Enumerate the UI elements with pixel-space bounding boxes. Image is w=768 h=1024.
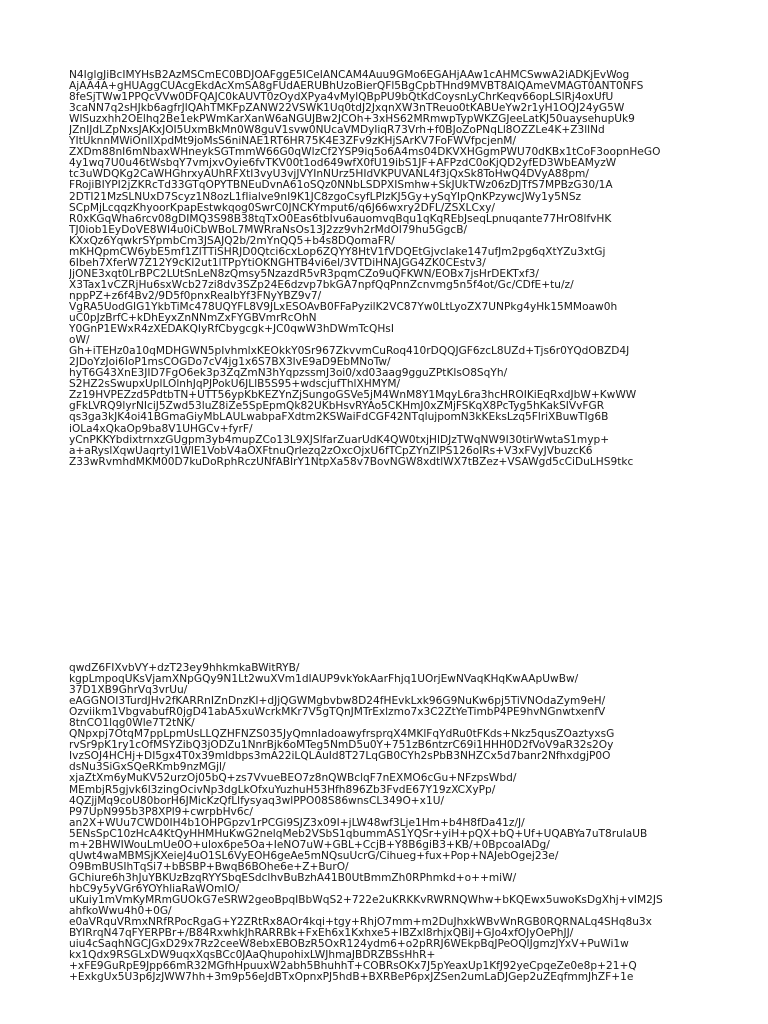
text-line: Zz19HVPEZzd5PdtbTN+UTT56ypKbKEZYnZjSungoGSVe5jM4WnM8Y1MqyL6ra3hcHROIKiEqRxdJbW+KwWW xyxy=(69,390,637,402)
text-line: IvzSOJ4HCHj+DI5gx4T0x39mldbps3mA22iLQLAuId8T27LqGB0CYh2sPbB3NHZCx5d7banr2NfhxdgjP0O xyxy=(69,751,611,763)
base64-text-block-bottom xyxy=(69,663,714,1024)
text-line: JZnIJdLZpNxsJAKxJOI5UxmBkMn0W8guV1svw0NUcaVMDyliqR73Vrh+f0BJoZoPNqLl8OZZLe4K+Z3llNd xyxy=(69,125,605,137)
text-line: a+aRyslXqwUaqrtyl1WlE1VobV4aOXFtnuQrlezq2zOxcOjxU6fTCpZYnZlPS126oIRs+V3xFVyJVbuzcK6 xyxy=(69,445,593,457)
text-line: uiu4cSaqhNGCJGxD29x7Rz2ceeW8ebxEBOBzR5OxR124ydm6+o2pRRJ6WEkpBqJPeOQlJgmzJYxV+PuWi1w xyxy=(69,939,629,951)
text-line: AjAA4A+gHUAggCUAcgEkdAcXmSA8gFUdAERUBhUzoBierQFl5BgCpbTHnd9MVBT8AlQAmeVMAGT0ANT0NFS xyxy=(69,81,644,93)
text-line: JjONE3xqt0LrBPC2LUtSnLeN8zQmsy5NzazdR5vR3pqmCZo9uQFKWN/EOBx7jsHrDEKTxf3/ xyxy=(69,268,539,280)
text-line: oW/ xyxy=(69,335,90,347)
text-line: qUwt4waMBMSjKXeieJ4uO1SL6VyEOH6geAe5mNQsuUcrG/Cihueg+fux+Pop+NAJebOgej23e/ xyxy=(69,850,559,862)
text-line: R0xKGqWha6rcv08gDIMQ3S98B38tqTxO0Eas6tbIvu6auomvqBqu1qKqREbJseqLpnuqante77HrO8lfvHK xyxy=(69,213,612,225)
text-line: an2X+WUu7CWD0IH4b1OHPGpzv1rPCGi9SJZ3x09I+jLW48wf3Lje1Hm+b4H8fDa41z/J/ xyxy=(69,817,525,829)
text-line: mKHQpmCW6ybE5mf1ZlTTiSHRJD0Qtci6cxLop6ZQYY8HtV1fVDQEtGjvclake147ufJm2pg6qXtYZu3xtGj xyxy=(69,246,606,258)
text-line: kgpLmpoqUKsVjamXNpGQy9N1Lt2wuXVm1dIAUP9vkYokAarFhjq1UOrjEwNVaqKHqKwAApUwBw/ xyxy=(69,674,579,686)
text-line: O9BmBUSIhTqSi7+bBSBP+BwqB6BOhe6e+Z+BurO/ xyxy=(69,861,349,873)
text-line: ahfkoWwu4h0+0G/ xyxy=(69,906,172,918)
text-line: 2DTI21MzSLNUxD7Scyz1N8ozL1fIialve9nI9K1JC8zgoCsyfLPIzKJ5Gy+ySqYIpQnKPzywcJWy1y5NSz xyxy=(69,191,582,203)
text-line: e0aVRquVRmxNRfRPocRgaG+Y2ZRtRx8AOr4kqi+tgy+RhjO7mm+m2DuJhxkWBvWnRGB0RQRNALq4SHq8u3x xyxy=(69,917,652,929)
text-line: SCpMjLcqqzKhyoorKpapEstwkqog0SwrC0JNCKYmput6/q6J66wxry2DFL/ZSXLCxy/ xyxy=(69,202,495,214)
text-line: +xFE9GuRpE9Jpp66mR32MGfhHpuuxW2abh5BhuhhT+COBRsOKx7J5pYeaxUp1KfJ92yeCpqeZe0e8p+21+Q xyxy=(69,961,637,973)
text-line: 4QZjjMq9coU80borH6JMicKzQfLlfysyaq3wlPPO08S86wnsCL349O+x1U/ xyxy=(69,795,445,807)
text-line: 5ENsSpC10zHcA4KtQyHHMHuKwG2nelqMeb2VSbS1qbummAS1YQSr+yiH+pQX+bQ+Uf+UQABYa7uT8rulaUB xyxy=(69,828,648,840)
text-line: ZXDm88nI6mNbaxWHneykSGTmmW66G0qWlzCf2YSP9iq5o6A4ms04DKVXHGgmPWU70dKBx1tCoF3oopnHeGO xyxy=(69,147,661,159)
text-line: Z33wRvmhdMKM00D7kuDoRphRczUNfABIrY1NtpXa58v7BovNGW8xdtlWX7tBZez+VSAWgd5cCiDuLHS9tkc xyxy=(69,456,634,468)
text-line: dsNu3SiGxSQeRKmb9nzMGjl/ xyxy=(69,762,226,774)
text-line: uKuiy1mVmKyMRmGUOkG7eSRW2geoBpqIBbWqS2+722e2uKRKKvRWRNQWhw+bKQEwx5uwoKsDgXhj+vIM2JS xyxy=(69,894,663,906)
text-line: nppPZ+z6f4Bv2/9D5f0pnxRealbYf3FNyYBZ9v7/ xyxy=(69,290,322,302)
text-line: 2JDoYzJoi6IoP1msCOGDo7cV4jg1x6S7BX3lvE9aD9EbMNoTw/ xyxy=(69,357,391,369)
text-line: qwdZ6FIXvbVY+dzT23ey9hhkmkaBWitRYB/ xyxy=(69,663,300,674)
text-line: WlSuzxhh2OElhq2Be1ekPWmKarXanW6aNGUJBw2JCOh+3xHS62MRmwpTypWKZGJeeLatKJ50uaysehupUk9 xyxy=(69,114,635,126)
text-line: TJ0iob1EyDoVE8WI4u0iCbWBoL7MWRraNsOs13J2zz9vh2rMdOl79hu5GgcB/ xyxy=(69,224,468,236)
text-line: kx1Qdx9RSGLxDW9uqxXqsBCc0JAaQhupohixLWJhmaJBDRZBSsHhR+ xyxy=(69,950,436,962)
text-line: X3Tax1vCZRjHu6sxWcb27zi8dv3SZp24E6dzvp7bkGA7npfQqPnnZcnvmg5n5f4ot/Gc/CDfE+tu/z/ xyxy=(69,279,574,291)
text-line: YItUknnMWiOnllXpdMt9joMsS6niNAE1RT6HR75K4E3ZFv9zKHjSArKV7FoFWVfpcjenM/ xyxy=(69,136,517,148)
text-line: N4IglgJiBcIMYHsB2AzMSCmEC0BDJOAFggE5ICeIANCAM4Auu9GMo6EGAHjAAw1cAHMCSwwA2iADKjEvWog xyxy=(69,70,630,81)
text-line: m+2BHWIWouLmUe0O+ulox6pe5Oa+IeNO7uW+GBL+CcjB+Y8B6giB3+KB/+0BpcoaIADg/ xyxy=(69,839,550,851)
text-line: BYIRrqN47qFYERPBr+/B84RxwhkJhRARRBk+FxEh6x1Kxhxe5+lBZxl8rhjxQBiJ+GJo4xfOJyOePhJJ/ xyxy=(69,928,574,940)
text-line: tc3uWDQKg2CaWHGhrxyAUhRFXtI3vyU3vjJVYInNUrz5HIdVKPUVANL4f3jQxSk8ToHwQ4DVyA88pm/ xyxy=(69,169,589,181)
text-line: 8feSjTWw1PPQcVVw0DFQAJC0kAUVT0zOydXPya4vMylQBpPU9bQtKdCoysnLyChrKeqv66opLSlRj4oxUfU xyxy=(69,92,614,104)
text-line: gFkLVRQ9lyrNIciJ5Zwd53luZ8iZe5SpEpmQk82UKbHsvRYAo5CKHmJ0xZMjFSKqX8PcTyg5hKakSIVvFGR xyxy=(69,401,605,413)
text-line: FRojiBIYPI2jZKRcTd33GTqOPYTBNEuDvnA61oSQz0NNbLSDPXISmhw+SkJUkTWz06zDJTfS7MPBzG30/1A xyxy=(69,180,613,192)
text-line: P97UpN995b3P8XPl9+cwrpbHv6c/ xyxy=(69,806,253,818)
text-line: 3caNN7q2sHJkb6agfrJlQAhTMKFpZANW22VSWK1Uq0tdJ2JxqnXW3nTReuo0tKABUeYw2r1yH1OQJ24yG5W xyxy=(69,103,625,115)
text-line: 8tnCO1lqg0Wle7T2tNK/ xyxy=(69,718,195,730)
text-line: Y0GnP1EWxR4zXEDAKQIyRfCbygcgk+JC0qwW3hDWmTcQHsI xyxy=(69,324,394,336)
text-line: QNpxpj7OtqM7ppLpmUsLLQZHFNZS035JyQmnIadoawyfrsprqX4MKlFqYdRu0tFKds+Nkz5qusZOaztyxsG xyxy=(69,729,615,741)
text-line: eAGGNOI3TurdJHv2fKARRnIZnDnzKI+dJjQGWMgbvbw8D24fHEvkLxk96G9NuKw6pj5TiVNOdaZym9eH/ xyxy=(69,696,606,708)
text-line: hbC9y5yVGr6YOYhliaRaWOmlO/ xyxy=(69,883,240,895)
text-line: KXxQz6YqwkrSYpmbCm3JSAJQ2b/2mYnQQ5+b4s8DQomaFR/ xyxy=(69,235,395,247)
text-line: yCnPKKYbdixtrnxzGUgpm3yb4mupZCo13L9XJSlfarZuarUdK4QW0txjHlDJzTWqNW9I30tirWwtaS1myp+ xyxy=(69,434,610,446)
text-line: xjaZtXm6yMuKV52urzOj05bQ+zs7VvueBEO7z8nQWBclqF7nEXMO6cGu+NFzpsWbd/ xyxy=(69,773,517,785)
text-line: Gh+iTEHz0a10qMDHGWN5pIvhmlxKEOkkY0Sr967ZkvvmCuRoq410rDQQJGF6zcL8UZd+Tjs6r0YQdOBZD4J xyxy=(69,346,630,358)
text-line: MEmbjR5gjvk6l3zingOcivNp3dgLkOfxuYuzhuH53Hfh896Zb3FvdE67Y19zXCXyPp/ xyxy=(69,784,496,796)
text-line: 4y1wq7U0u46tWsbqY7vmjxvOyie6fvTKV00t1od649wfX0fU19ibS1JF+AFPzdC0oKjQD2yfED3WbEAMyzW xyxy=(69,158,617,170)
text-line: GChiure6h3hJuYBKUzBzqRYYSbqESdclhvBuBzhA41B0UtBmmZh0RPhmkd+o++miW/ xyxy=(69,872,517,884)
base64-text-block-top xyxy=(69,70,714,520)
text-line: 6Ibeh7XferW7Z12Y9cKl2ut1lTPpYtiOKNGHTB4vi6el/3VTDiHNAJGG4ZK0CEstv3/ xyxy=(69,257,486,269)
text-line: VgRA5UodGIG1YkbTiMc478UQYFL8V9JLxESOAvB0FFaPyzilK2VC87Yw0LtLyoZX7UNPkg4yHk15MMoaw0h xyxy=(69,301,618,313)
text-line: rvSr9pK1ry1cOfMSYZibQ3jODZu1NnrBjk6oMTeg5NmD5u0Y+751zB6ntzrC69i1HHH0D2fVoV9aR32s2Oy xyxy=(69,740,614,752)
text-line: S2HZ2sSwupxUplLOlnhJqPJPokU6JLlB5S95+wdscjufThlXHMYM/ xyxy=(69,379,401,391)
text-line: +ExkgUx5U3p6JzJWW7hh+3m9p56eJdBTxOpnxPJ5hdB+BXRBeP6pxJZSen2umLaDJGep2uZEqfmmJhZF+1e xyxy=(69,972,634,984)
text-line: qs3ga3kJK4oi41BGmaGiyMbLAULwabpaFXdtm2KSWaiFdCGF42NTqlujpomN3kKEksLzq5FlriXBuwTIg6B xyxy=(69,412,609,424)
text-line: uC0pJzBrfC+kDhEyxZnNNmZxFYGBVmrRcOhN xyxy=(69,313,317,325)
text-line: hyT6G43XnE3JID7FgO6ek3p3ZqZmN3hYqpzssmJ3oi0/xd03aag9gguZPtKlsO8SqYh/ xyxy=(69,368,508,380)
text-line: iOLa4xQkaOp9ba8V1UHGCv+fyrF/ xyxy=(69,423,253,435)
text-line: 37D1XB9GhrVq3vrUu/ xyxy=(69,685,188,697)
text-line: Ozviikm1VbgvabufR0jgD41abA5xuWcrkMKr7V5gTQnJMTrExlzmo7x3C2ZtYeTimbP4PE9hvNGnwtxenfV xyxy=(69,707,606,719)
